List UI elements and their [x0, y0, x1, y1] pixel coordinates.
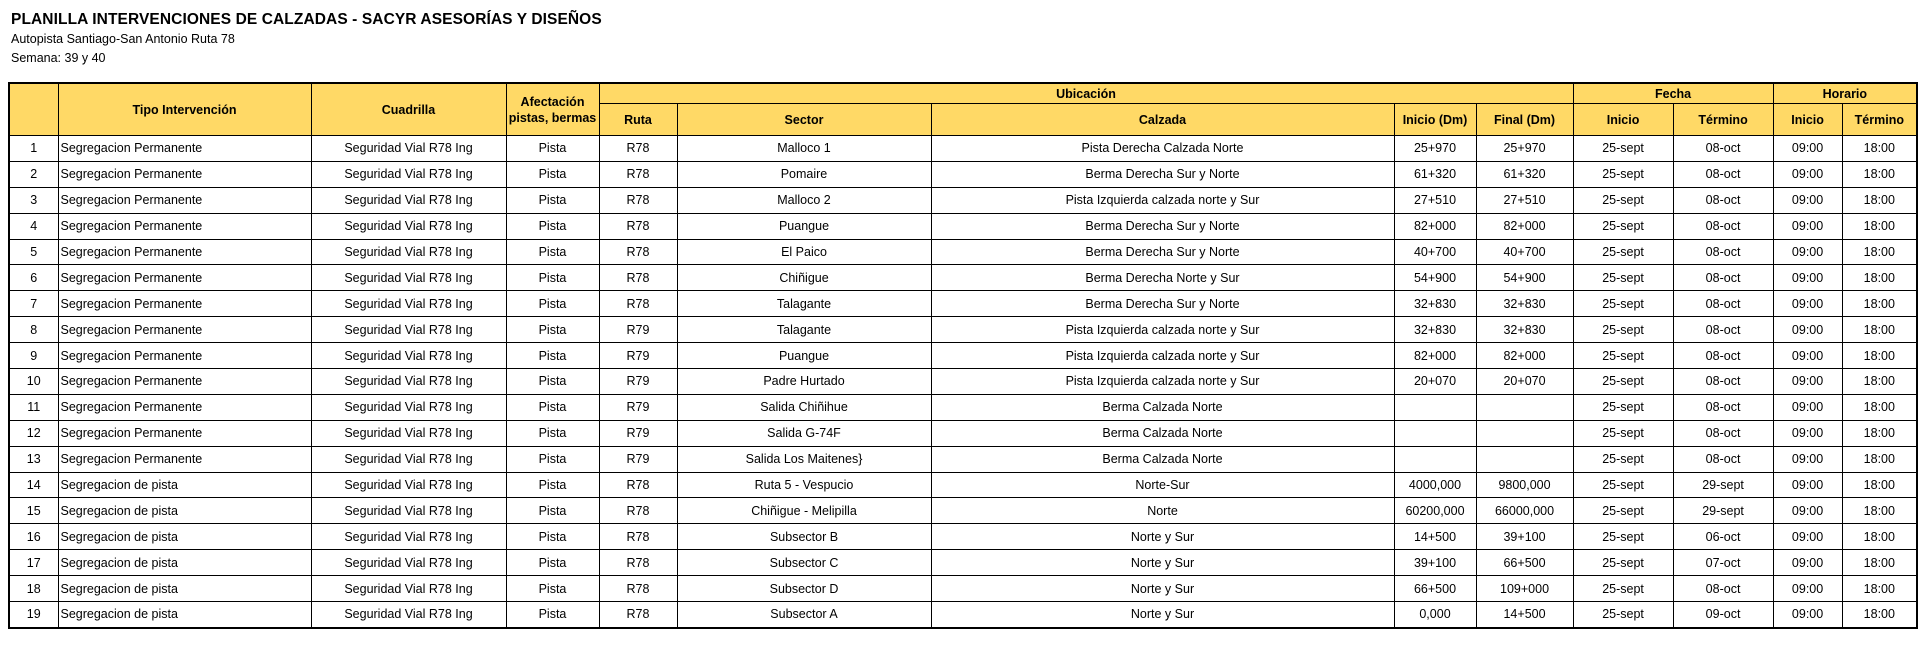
cell-horario-inicio: 09:00	[1773, 472, 1842, 498]
cell-horario-termino: 18:00	[1842, 498, 1917, 524]
cell-fecha-inicio: 25-sept	[1573, 291, 1673, 317]
cell-tipo: Segregacion Permanente	[58, 369, 311, 395]
cell-ruta: R79	[599, 420, 677, 446]
cell-fecha-inicio: 25-sept	[1573, 394, 1673, 420]
cell-fecha-termino: 08-oct	[1673, 394, 1773, 420]
col-group-ubicacion: Ubicación	[599, 83, 1573, 104]
row-number: 3	[9, 187, 58, 213]
cell-afectacion: Pista	[506, 239, 599, 265]
cell-horario-inicio: 09:00	[1773, 524, 1842, 550]
cell-cuadrilla: Seguridad Vial R78 Ing	[311, 343, 506, 369]
cell-fecha-inicio: 25-sept	[1573, 602, 1673, 628]
cell-final-dm	[1476, 420, 1573, 446]
cell-afectacion: Pista	[506, 265, 599, 291]
cell-horario-termino: 18:00	[1842, 343, 1917, 369]
cell-fecha-inicio: 25-sept	[1573, 369, 1673, 395]
row-number: 14	[9, 472, 58, 498]
cell-fecha-inicio: 25-sept	[1573, 420, 1673, 446]
cell-calzada: Berma Calzada Norte	[931, 446, 1394, 472]
cell-horario-termino: 18:00	[1842, 602, 1917, 628]
table-row	[9, 602, 1917, 628]
table-row	[9, 187, 1917, 213]
row-number: 12	[9, 420, 58, 446]
cell-ruta: R78	[599, 161, 677, 187]
row-number: 5	[9, 239, 58, 265]
cell-fecha-termino: 08-oct	[1673, 265, 1773, 291]
cell-horario-inicio: 09:00	[1773, 420, 1842, 446]
cell-ruta: R78	[599, 187, 677, 213]
table-row	[9, 472, 1917, 498]
table-row	[9, 498, 1917, 524]
row-number: 9	[9, 343, 58, 369]
cell-tipo: Segregacion Permanente	[58, 136, 311, 162]
cell-tipo: Segregacion de pista	[58, 524, 311, 550]
cell-fecha-termino: 08-oct	[1673, 239, 1773, 265]
cell-ruta: R79	[599, 317, 677, 343]
cell-cuadrilla: Seguridad Vial R78 Ing	[311, 239, 506, 265]
cell-inicio-dm: 32+830	[1394, 317, 1476, 343]
cell-horario-inicio: 09:00	[1773, 343, 1842, 369]
cell-horario-inicio: 09:00	[1773, 550, 1842, 576]
cell-ruta: R79	[599, 446, 677, 472]
cell-afectacion: Pista	[506, 317, 599, 343]
table-row	[9, 291, 1917, 317]
cell-horario-termino: 18:00	[1842, 291, 1917, 317]
cell-horario-termino: 18:00	[1842, 213, 1917, 239]
cell-sector: Chiñigue	[677, 265, 931, 291]
cell-fecha-termino: 08-oct	[1673, 213, 1773, 239]
cell-fecha-inicio: 25-sept	[1573, 136, 1673, 162]
cell-inicio-dm: 0,000	[1394, 602, 1476, 628]
cell-afectacion: Pista	[506, 136, 599, 162]
cell-final-dm: 32+830	[1476, 317, 1573, 343]
cell-horario-inicio: 09:00	[1773, 265, 1842, 291]
cell-final-dm: 20+070	[1476, 369, 1573, 395]
cell-ruta: R78	[599, 550, 677, 576]
cell-ruta: R79	[599, 343, 677, 369]
row-number: 17	[9, 550, 58, 576]
cell-final-dm: 27+510	[1476, 187, 1573, 213]
cell-ruta: R78	[599, 136, 677, 162]
cell-horario-termino: 18:00	[1842, 369, 1917, 395]
cell-tipo: Segregacion Permanente	[58, 161, 311, 187]
cell-calzada: Berma Derecha Sur y Norte	[931, 239, 1394, 265]
cell-inicio-dm: 4000,000	[1394, 472, 1476, 498]
cell-calzada: Berma Calzada Norte	[931, 394, 1394, 420]
cell-cuadrilla: Seguridad Vial R78 Ing	[311, 602, 506, 628]
cell-sector: Subsector D	[677, 576, 931, 602]
cell-calzada: Pista Derecha Calzada Norte	[931, 136, 1394, 162]
cell-cuadrilla: Seguridad Vial R78 Ing	[311, 420, 506, 446]
cell-inicio-dm: 20+070	[1394, 369, 1476, 395]
row-number: 11	[9, 394, 58, 420]
col-header-afectacion	[506, 83, 599, 136]
cell-sector: Talagante	[677, 291, 931, 317]
cell-ruta: R79	[599, 394, 677, 420]
cell-cuadrilla: Seguridad Vial R78 Ing	[311, 498, 506, 524]
cell-sector: Subsector A	[677, 602, 931, 628]
cell-tipo: Segregacion Permanente	[58, 291, 311, 317]
col-header-num	[9, 83, 58, 136]
cell-final-dm: 40+700	[1476, 239, 1573, 265]
interventions-table	[8, 82, 1918, 629]
cell-inicio-dm: 66+500	[1394, 576, 1476, 602]
cell-final-dm: 66+500	[1476, 550, 1573, 576]
cell-fecha-termino: 08-oct	[1673, 446, 1773, 472]
col-header-horario-inicio: Inicio	[1773, 104, 1842, 136]
cell-final-dm: 9800,000	[1476, 472, 1573, 498]
cell-calzada: Norte y Sur	[931, 602, 1394, 628]
cell-cuadrilla: Seguridad Vial R78 Ing	[311, 265, 506, 291]
cell-tipo: Segregacion Permanente	[58, 446, 311, 472]
cell-calzada: Berma Derecha Sur y Norte	[931, 291, 1394, 317]
cell-final-dm: 109+000	[1476, 576, 1573, 602]
cell-afectacion: Pista	[506, 472, 599, 498]
cell-tipo: Segregacion Permanente	[58, 420, 311, 446]
cell-cuadrilla: Seguridad Vial R78 Ing	[311, 472, 506, 498]
col-group-horario: Horario	[1773, 83, 1917, 104]
cell-inicio-dm: 14+500	[1394, 524, 1476, 550]
cell-horario-termino: 18:00	[1842, 136, 1917, 162]
cell-calzada: Norte-Sur	[931, 472, 1394, 498]
cell-fecha-inicio: 25-sept	[1573, 472, 1673, 498]
cell-final-dm: 39+100	[1476, 524, 1573, 550]
cell-horario-termino: 18:00	[1842, 265, 1917, 291]
cell-final-dm: 54+900	[1476, 265, 1573, 291]
table-row	[9, 343, 1917, 369]
cell-afectacion: Pista	[506, 446, 599, 472]
cell-afectacion: Pista	[506, 602, 599, 628]
cell-calzada: Berma Derecha Sur y Norte	[931, 213, 1394, 239]
cell-sector: Puangue	[677, 213, 931, 239]
cell-afectacion: Pista	[506, 213, 599, 239]
cell-inicio-dm: 82+000	[1394, 343, 1476, 369]
cell-calzada: Berma Derecha Sur y Norte	[931, 161, 1394, 187]
cell-horario-inicio: 09:00	[1773, 498, 1842, 524]
cell-calzada: Pista Izquierda calzada norte y Sur	[931, 317, 1394, 343]
cell-horario-inicio: 09:00	[1773, 161, 1842, 187]
cell-inicio-dm: 61+320	[1394, 161, 1476, 187]
cell-fecha-inicio: 25-sept	[1573, 576, 1673, 602]
cell-cuadrilla: Seguridad Vial R78 Ing	[311, 136, 506, 162]
row-number: 7	[9, 291, 58, 317]
cell-fecha-termino: 29-sept	[1673, 498, 1773, 524]
cell-fecha-termino: 08-oct	[1673, 187, 1773, 213]
cell-ruta: R78	[599, 291, 677, 317]
table-row	[9, 161, 1917, 187]
cell-cuadrilla: Seguridad Vial R78 Ing	[311, 213, 506, 239]
row-number: 1	[9, 136, 58, 162]
cell-ruta: R79	[599, 369, 677, 395]
page-subtitle: Autopista Santiago-San Antonio Ruta 78	[11, 32, 235, 46]
cell-final-dm: 25+970	[1476, 136, 1573, 162]
week-label: Semana: 39 y 40	[11, 51, 106, 65]
table-body	[9, 136, 1917, 628]
cell-final-dm: 61+320	[1476, 161, 1573, 187]
cell-ruta: R78	[599, 239, 677, 265]
cell-horario-inicio: 09:00	[1773, 187, 1842, 213]
row-number: 18	[9, 576, 58, 602]
cell-horario-termino: 18:00	[1842, 317, 1917, 343]
cell-sector: Malloco 1	[677, 136, 931, 162]
cell-fecha-termino: 08-oct	[1673, 161, 1773, 187]
cell-final-dm: 66000,000	[1476, 498, 1573, 524]
cell-horario-termino: 18:00	[1842, 576, 1917, 602]
cell-horario-termino: 18:00	[1842, 161, 1917, 187]
cell-final-dm	[1476, 394, 1573, 420]
cell-tipo: Segregacion de pista	[58, 498, 311, 524]
cell-horario-inicio: 09:00	[1773, 446, 1842, 472]
cell-sector: Puangue	[677, 343, 931, 369]
cell-inicio-dm: 40+700	[1394, 239, 1476, 265]
cell-ruta: R78	[599, 524, 677, 550]
cell-horario-termino: 18:00	[1842, 187, 1917, 213]
col-header-sector: Sector	[677, 104, 931, 136]
col-header-tipo: Tipo Intervención	[58, 83, 311, 136]
cell-sector: Chiñigue - Melipilla	[677, 498, 931, 524]
cell-fecha-inicio: 25-sept	[1573, 317, 1673, 343]
col-header-horario-termino: Término	[1842, 104, 1917, 136]
cell-tipo: Segregacion Permanente	[58, 239, 311, 265]
cell-calzada: Pista Izquierda calzada norte y Sur	[931, 369, 1394, 395]
cell-sector: Pomaire	[677, 161, 931, 187]
cell-fecha-termino: 07-oct	[1673, 550, 1773, 576]
cell-afectacion: Pista	[506, 394, 599, 420]
cell-inicio-dm: 60200,000	[1394, 498, 1476, 524]
cell-afectacion: Pista	[506, 420, 599, 446]
cell-fecha-inicio: 25-sept	[1573, 265, 1673, 291]
cell-ruta: R78	[599, 472, 677, 498]
table-row	[9, 136, 1917, 162]
cell-fecha-termino: 08-oct	[1673, 317, 1773, 343]
col-header-final-dm: Final (Dm)	[1476, 104, 1573, 136]
cell-horario-inicio: 09:00	[1773, 213, 1842, 239]
row-number: 8	[9, 317, 58, 343]
cell-calzada: Norte y Sur	[931, 576, 1394, 602]
cell-horario-inicio: 09:00	[1773, 136, 1842, 162]
row-number: 10	[9, 369, 58, 395]
cell-calzada: Norte y Sur	[931, 550, 1394, 576]
cell-tipo: Segregacion de pista	[58, 550, 311, 576]
row-number: 15	[9, 498, 58, 524]
cell-tipo: Segregacion Permanente	[58, 317, 311, 343]
col-header-fecha-termino: Término	[1673, 104, 1773, 136]
cell-horario-inicio: 09:00	[1773, 291, 1842, 317]
cell-afectacion: Pista	[506, 291, 599, 317]
table-row	[9, 394, 1917, 420]
cell-sector: Salida Los Maitenes}	[677, 446, 931, 472]
cell-fecha-termino: 08-oct	[1673, 136, 1773, 162]
col-header-calzada: Calzada	[931, 104, 1394, 136]
cell-inicio-dm: 39+100	[1394, 550, 1476, 576]
col-header-ruta: Ruta	[599, 104, 677, 136]
cell-tipo: Segregacion de pista	[58, 576, 311, 602]
cell-final-dm: 82+000	[1476, 213, 1573, 239]
cell-sector: Subsector C	[677, 550, 931, 576]
cell-inicio-dm: 54+900	[1394, 265, 1476, 291]
row-number: 2	[9, 161, 58, 187]
cell-fecha-inicio: 25-sept	[1573, 343, 1673, 369]
cell-calzada: Norte y Sur	[931, 524, 1394, 550]
row-number: 13	[9, 446, 58, 472]
cell-tipo: Segregacion Permanente	[58, 187, 311, 213]
cell-fecha-termino: 08-oct	[1673, 576, 1773, 602]
cell-final-dm: 82+000	[1476, 343, 1573, 369]
cell-tipo: Segregacion Permanente	[58, 213, 311, 239]
cell-fecha-inicio: 25-sept	[1573, 161, 1673, 187]
cell-fecha-inicio: 25-sept	[1573, 498, 1673, 524]
cell-tipo: Segregacion de pista	[58, 602, 311, 628]
cell-fecha-inicio: 25-sept	[1573, 524, 1673, 550]
cell-fecha-inicio: 25-sept	[1573, 446, 1673, 472]
cell-horario-termino: 18:00	[1842, 420, 1917, 446]
cell-calzada: Pista Izquierda calzada norte y Sur	[931, 187, 1394, 213]
cell-afectacion: Pista	[506, 343, 599, 369]
table-row	[9, 446, 1917, 472]
cell-horario-termino: 18:00	[1842, 550, 1917, 576]
cell-horario-termino: 18:00	[1842, 394, 1917, 420]
cell-afectacion: Pista	[506, 161, 599, 187]
table-row	[9, 213, 1917, 239]
cell-sector: Malloco 2	[677, 187, 931, 213]
cell-horario-inicio: 09:00	[1773, 239, 1842, 265]
cell-afectacion: Pista	[506, 187, 599, 213]
cell-inicio-dm: 82+000	[1394, 213, 1476, 239]
cell-horario-termino: 18:00	[1842, 472, 1917, 498]
col-group-fecha: Fecha	[1573, 83, 1773, 104]
cell-horario-inicio: 09:00	[1773, 602, 1842, 628]
cell-calzada: Berma Calzada Norte	[931, 420, 1394, 446]
row-number: 19	[9, 602, 58, 628]
cell-horario-inicio: 09:00	[1773, 576, 1842, 602]
cell-horario-termino: 18:00	[1842, 446, 1917, 472]
table-row	[9, 576, 1917, 602]
cell-ruta: R78	[599, 265, 677, 291]
cell-fecha-termino: 09-oct	[1673, 602, 1773, 628]
col-header-cuadrilla: Cuadrilla	[311, 83, 506, 136]
afectacion-line-2: pistas, bermas	[508, 110, 597, 125]
table-row	[9, 369, 1917, 395]
cell-cuadrilla: Seguridad Vial R78 Ing	[311, 576, 506, 602]
table-row	[9, 239, 1917, 265]
cell-cuadrilla: Seguridad Vial R78 Ing	[311, 524, 506, 550]
cell-fecha-termino: 08-oct	[1673, 343, 1773, 369]
col-header-inicio-dm: Inicio (Dm)	[1394, 104, 1476, 136]
cell-cuadrilla: Seguridad Vial R78 Ing	[311, 369, 506, 395]
row-number: 16	[9, 524, 58, 550]
cell-ruta: R78	[599, 602, 677, 628]
cell-inicio-dm: 25+970	[1394, 136, 1476, 162]
cell-fecha-termino: 06-oct	[1673, 524, 1773, 550]
cell-horario-termino: 18:00	[1842, 524, 1917, 550]
cell-calzada: Pista Izquierda calzada norte y Sur	[931, 343, 1394, 369]
cell-fecha-termino: 08-oct	[1673, 420, 1773, 446]
cell-calzada: Berma Derecha Norte y Sur	[931, 265, 1394, 291]
cell-inicio-dm: 32+830	[1394, 291, 1476, 317]
cell-tipo: Segregacion de pista	[58, 472, 311, 498]
cell-calzada: Norte	[931, 498, 1394, 524]
table-row	[9, 550, 1917, 576]
cell-final-dm: 32+830	[1476, 291, 1573, 317]
col-header-fecha-inicio: Inicio	[1573, 104, 1673, 136]
table-row	[9, 420, 1917, 446]
cell-sector: Salida G-74F	[677, 420, 931, 446]
cell-cuadrilla: Seguridad Vial R78 Ing	[311, 161, 506, 187]
cell-tipo: Segregacion Permanente	[58, 265, 311, 291]
cell-afectacion: Pista	[506, 576, 599, 602]
cell-inicio-dm	[1394, 420, 1476, 446]
cell-afectacion: Pista	[506, 524, 599, 550]
table-row	[9, 524, 1917, 550]
cell-afectacion: Pista	[506, 550, 599, 576]
cell-cuadrilla: Seguridad Vial R78 Ing	[311, 394, 506, 420]
cell-sector: Salida Chiñihue	[677, 394, 931, 420]
row-number: 4	[9, 213, 58, 239]
cell-sector: Talagante	[677, 317, 931, 343]
cell-fecha-inicio: 25-sept	[1573, 213, 1673, 239]
cell-tipo: Segregacion Permanente	[58, 394, 311, 420]
cell-fecha-termino: 08-oct	[1673, 291, 1773, 317]
cell-tipo: Segregacion Permanente	[58, 343, 311, 369]
page-title: PLANILLA INTERVENCIONES DE CALZADAS - SACYR ASESORÍAS Y DISEÑOS	[11, 11, 602, 28]
cell-sector: Padre Hurtado	[677, 369, 931, 395]
afectacion-line-1: Afectación	[520, 94, 585, 109]
table-row	[9, 317, 1917, 343]
cell-ruta: R78	[599, 498, 677, 524]
cell-ruta: R78	[599, 213, 677, 239]
cell-sector: Ruta 5 - Vespucio	[677, 472, 931, 498]
cell-cuadrilla: Seguridad Vial R78 Ing	[311, 317, 506, 343]
cell-sector: Subsector B	[677, 524, 931, 550]
row-number: 6	[9, 265, 58, 291]
table-row	[9, 265, 1917, 291]
cell-ruta: R78	[599, 576, 677, 602]
cell-sector: El Paico	[677, 239, 931, 265]
cell-fecha-inicio: 25-sept	[1573, 187, 1673, 213]
cell-afectacion: Pista	[506, 498, 599, 524]
cell-cuadrilla: Seguridad Vial R78 Ing	[311, 187, 506, 213]
cell-horario-inicio: 09:00	[1773, 394, 1842, 420]
cell-final-dm	[1476, 446, 1573, 472]
cell-inicio-dm: 27+510	[1394, 187, 1476, 213]
cell-cuadrilla: Seguridad Vial R78 Ing	[311, 446, 506, 472]
cell-inicio-dm	[1394, 394, 1476, 420]
cell-cuadrilla: Seguridad Vial R78 Ing	[311, 550, 506, 576]
cell-inicio-dm	[1394, 446, 1476, 472]
cell-afectacion: Pista	[506, 369, 599, 395]
cell-fecha-inicio: 25-sept	[1573, 239, 1673, 265]
cell-fecha-termino: 08-oct	[1673, 369, 1773, 395]
cell-horario-inicio: 09:00	[1773, 369, 1842, 395]
table-header	[9, 83, 1917, 136]
cell-fecha-termino: 29-sept	[1673, 472, 1773, 498]
cell-cuadrilla: Seguridad Vial R78 Ing	[311, 291, 506, 317]
cell-horario-termino: 18:00	[1842, 239, 1917, 265]
cell-final-dm: 14+500	[1476, 602, 1573, 628]
cell-horario-inicio: 09:00	[1773, 317, 1842, 343]
cell-fecha-inicio: 25-sept	[1573, 550, 1673, 576]
